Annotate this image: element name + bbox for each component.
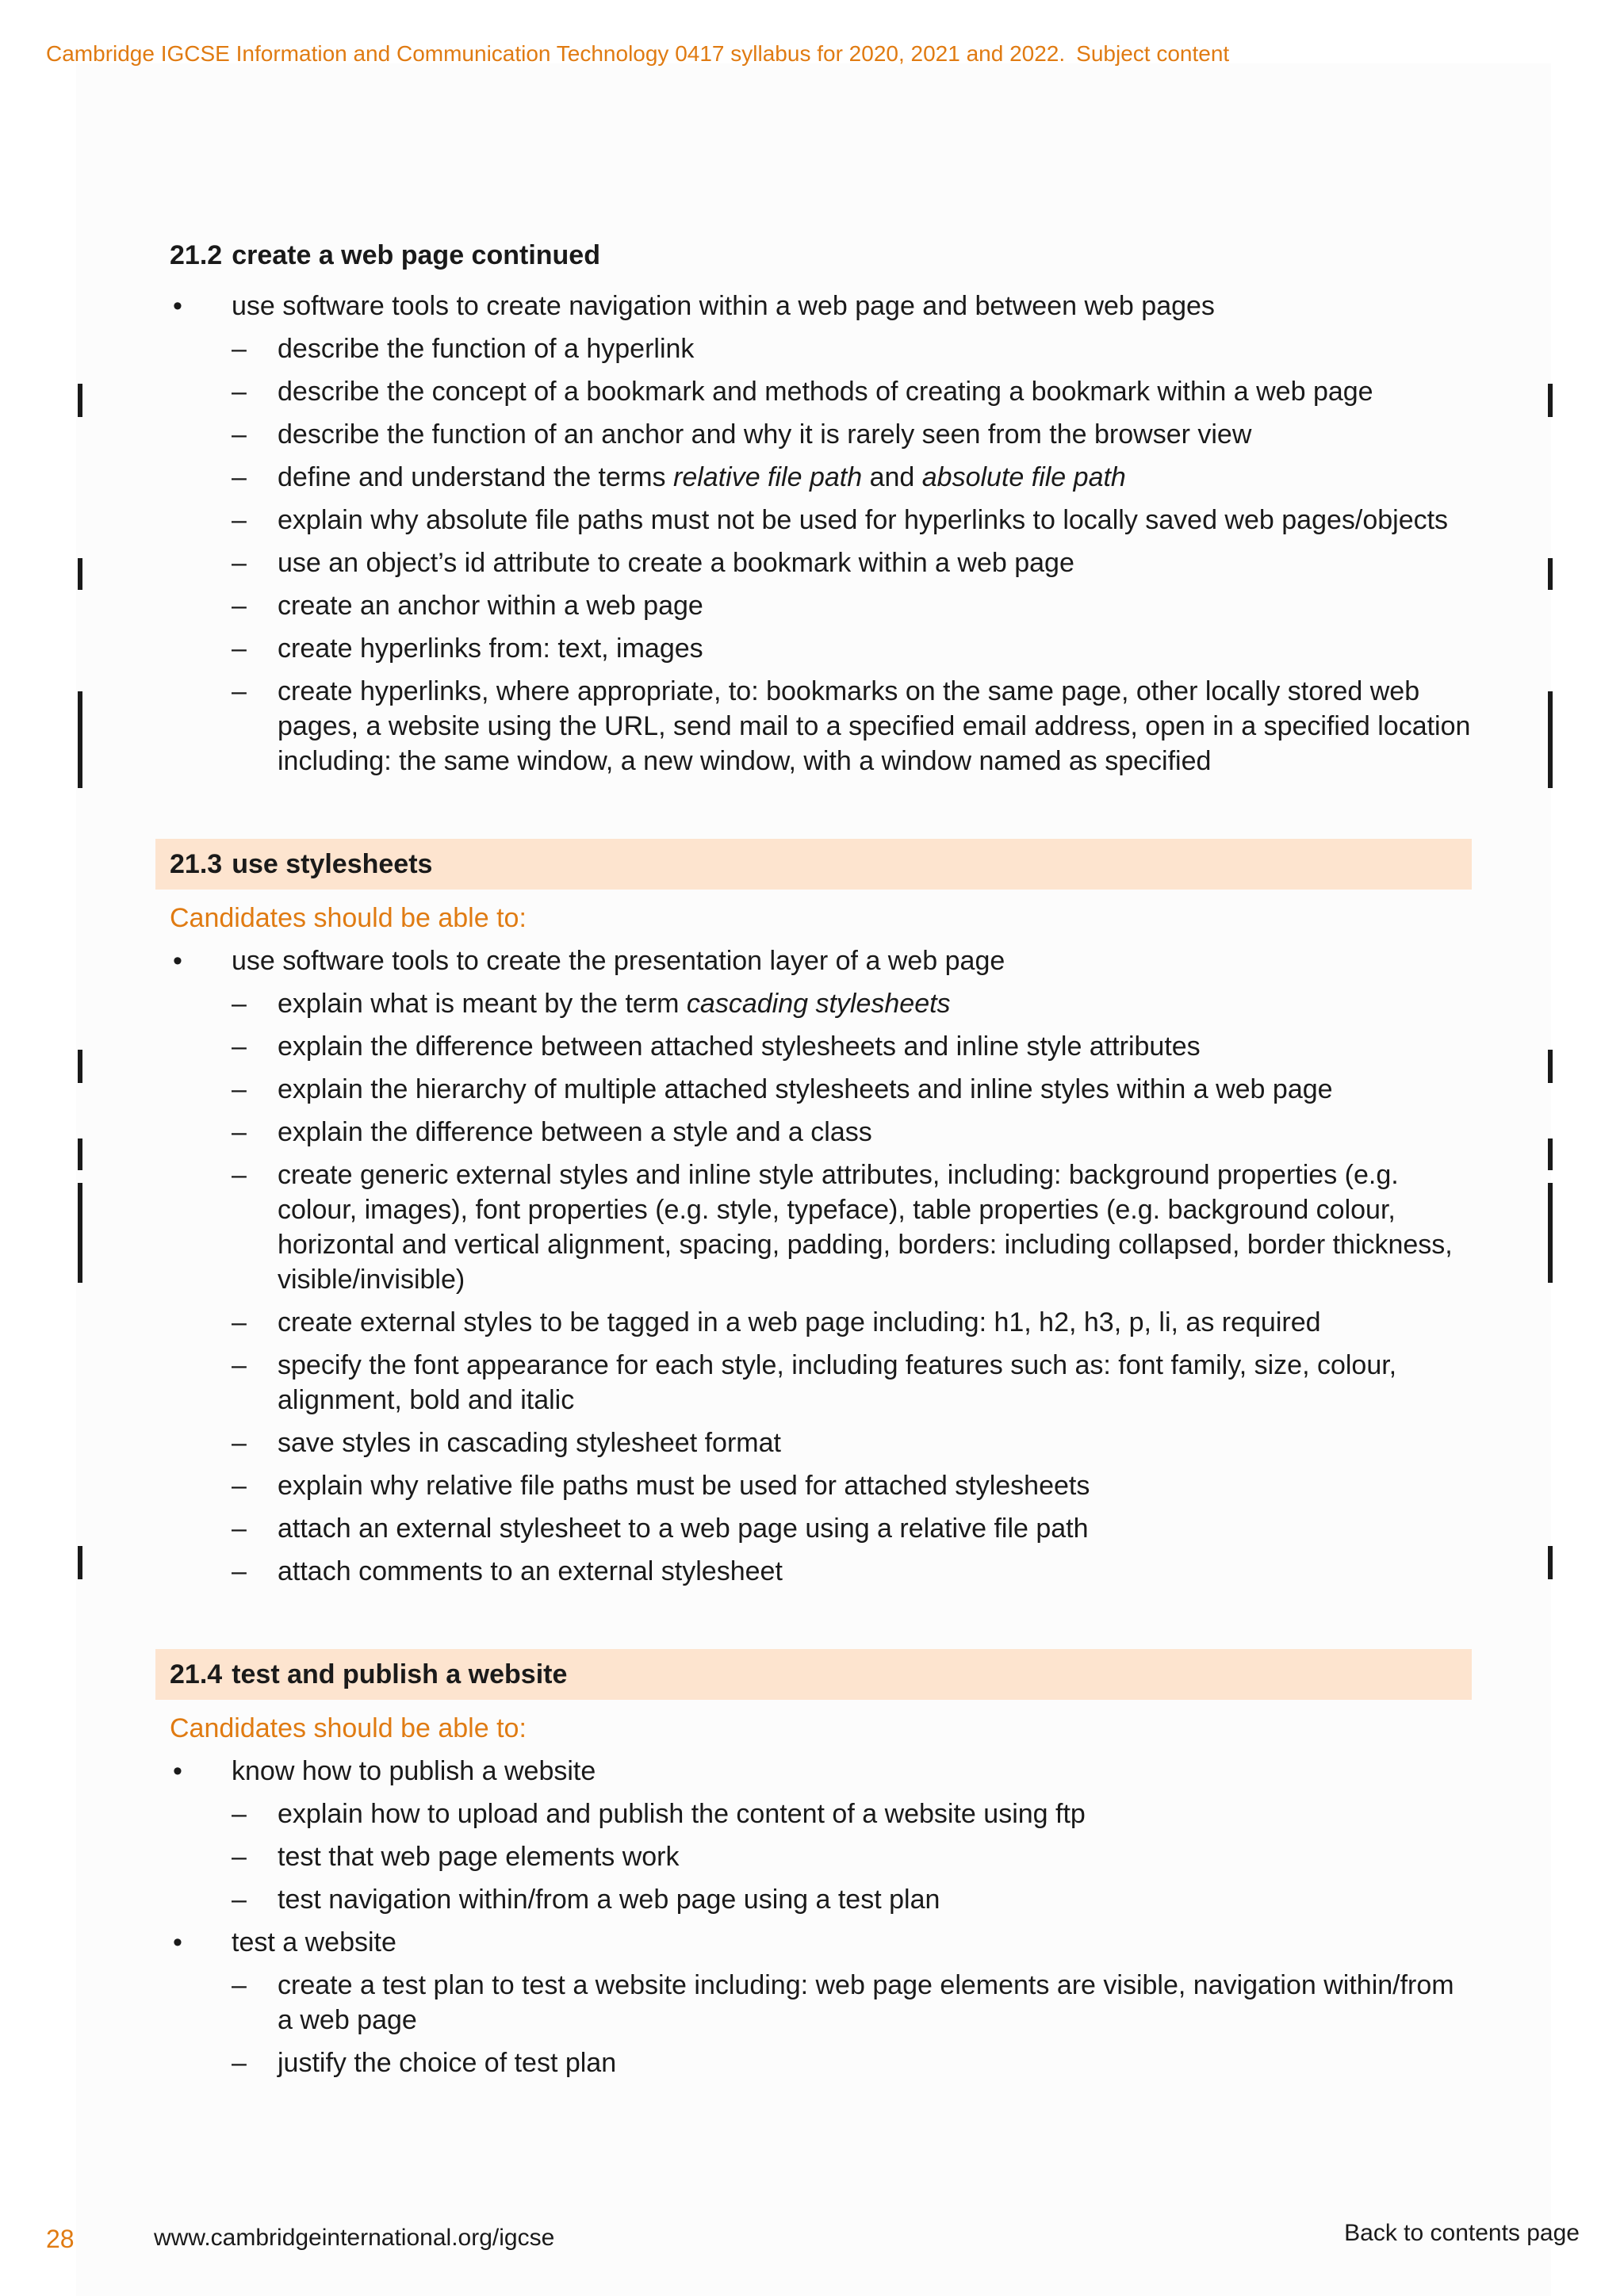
sub-item-text: use an object’s id attribute to create a bookmark within a web page [278,548,1074,578]
sub-item-text: create external styles to be tagged in a web page including: h1, h2, h3, p, li, as required [278,1307,1321,1337]
sub-item-text: describe the function of a hyperlink [278,334,695,364]
bullet-item [155,1925,1472,2080]
candidates-intro: Candidates should be able to: [170,1713,527,1743]
sub-item-text: describe the concept of a bookmark and methods of creating a bookmark within a web page [278,377,1373,407]
bullet-list [155,943,1472,1589]
change-bar [78,384,82,417]
dash-mark: – [232,1117,247,1147]
sub-item-text: save styles in cascading stylesheet format [278,1428,781,1458]
section-number: 21.2 [170,240,223,270]
bullet-mark: • [173,1927,182,1957]
sub-item-list [232,986,1472,1589]
bullet-text: use software tools to create the presentation layer of a web page [232,946,1005,976]
bullet-item [155,289,1472,779]
change-bar [1548,384,1553,417]
dash-mark: – [232,1307,247,1337]
change-bar [78,1546,82,1579]
dash-mark: – [232,1428,247,1458]
section-heading [155,230,1472,281]
sub-item [232,1839,1472,1874]
sub-item [232,1305,1472,1340]
sub-item [232,1029,1472,1064]
section-number: 21.4 [170,1659,223,1689]
sub-item [232,1468,1472,1503]
section-title: test and publish a website [232,1659,568,1689]
dash-mark: – [232,676,247,706]
sub-item-text: create an anchor within a web page [278,591,703,621]
bullet-mark: • [173,1756,182,1786]
sub-item-list [232,1797,1472,1917]
sub-item [232,1348,1472,1418]
sub-item [232,1511,1472,1546]
dash-mark: – [232,989,247,1019]
candidates-intro: Candidates should be able to: [170,903,527,933]
dash-mark: – [232,1031,247,1062]
change-bar [1548,691,1553,788]
change-bar [78,558,82,590]
change-bar [78,1050,82,1083]
sub-item [232,588,1472,623]
header-title: Cambridge IGCSE Information and Communication Technology 0417 syllabus for 2020, 2021 and 2022. [46,41,1066,66]
dash-mark: – [232,419,247,450]
sub-item-text: attach an external stylesheet to a web page using a relative file path [278,1513,1089,1544]
sub-item-text: explain what is meant by the term cascading stylesheets [278,989,951,1019]
dash-mark: – [232,1970,247,2000]
sub-item-text: specify the font appearance for each style, including features such as: font family, size, colour, alignment, bold and italic [278,1350,1397,1415]
sub-item [232,374,1472,409]
section-title: use stylesheets [232,849,433,879]
bullet-mark: • [173,291,182,321]
dash-mark: – [232,1074,247,1104]
sub-item [232,1554,1472,1589]
sub-item-text: describe the function of an anchor and why it is rarely seen from the browser view [278,419,1252,450]
sub-item [232,1425,1472,1460]
change-bar [1548,1050,1553,1083]
dash-mark: – [232,2048,247,2078]
dash-mark: – [232,548,247,578]
dash-mark: – [232,377,247,407]
sub-item-text: define and understand the terms relative file path and absolute file path [278,462,1126,492]
sub-item [232,986,1472,1021]
running-header [46,41,1229,67]
change-bar [1548,1546,1553,1579]
dash-mark: – [232,591,247,621]
sub-item [232,1882,1472,1917]
sub-item-text: explain how to upload and publish the content of a website using ftp [278,1799,1086,1829]
sub-item-text: justify the choice of test plan [278,2048,617,2078]
bullet-list [155,1754,1472,2080]
change-bar [78,1183,82,1283]
sub-item-text: test that web page elements work [278,1842,680,1872]
syllabus-content [155,230,1472,2080]
sub-item [232,545,1472,580]
dash-mark: – [232,462,247,492]
sub-item-text: explain why relative file paths must be used for attached stylesheets [278,1471,1090,1501]
sub-item-text: explain the difference between a style and a class [278,1117,872,1147]
sub-item-text: test navigation within/from a web page using a test plan [278,1885,940,1915]
bullet-item [155,943,1472,1589]
sub-item [232,1115,1472,1150]
section-heading [155,1649,1472,1700]
sub-item [232,1968,1472,2038]
sub-item-text: create generic external styles and inline style attributes, including: background properties (e.g. colour, images), font properties (e.g. style, typeface), table properties (e.g. background colour, horizontal and vertical alignment, spacing, padding, borders: including collapsed, border thickness, visible/invisible) [278,1160,1453,1295]
sub-item [232,460,1472,495]
bullet-mark: • [173,946,182,976]
sub-item-text: explain the hierarchy of multiple attached stylesheets and inline styles within a web page [278,1074,1333,1104]
page-number: 28 [46,2225,75,2253]
header-subtitle: Subject content [1076,41,1230,66]
dash-mark: – [232,1513,247,1544]
sub-item-list [232,1968,1472,2080]
change-bar [1548,1138,1553,1170]
sub-item [232,331,1472,366]
website-link[interactable]: www.cambridgeinternational.org/igcse [154,2225,555,2251]
bullet-list [155,289,1472,779]
sub-item [232,417,1472,452]
dash-mark: – [232,1350,247,1380]
bullet-item [155,1754,1472,1917]
sub-item [232,503,1472,538]
dash-mark: – [232,505,247,535]
sub-item-text: create a test plan to test a website including: web page elements are visible, navigation within/from a web page [278,1970,1454,2035]
dash-mark: – [232,1556,247,1586]
back-to-contents-link[interactable]: Back to contents page [1344,2220,1580,2246]
section-gap [155,1589,1472,1649]
section-title: create a web page continued [232,240,600,270]
change-bar [78,1138,82,1170]
sub-item [232,2045,1472,2080]
sub-item-text: explain the difference between attached stylesheets and inline style attributes [278,1031,1201,1062]
sub-item [232,1797,1472,1831]
section-heading [155,839,1472,890]
sub-item-text: create hyperlinks from: text, images [278,633,703,664]
sub-item [232,1158,1472,1297]
change-bar [1548,558,1553,590]
dash-mark: – [232,1471,247,1501]
change-bar [1548,1183,1553,1283]
sub-item [232,1072,1472,1107]
sub-item-text: create hyperlinks, where appropriate, to: bookmarks on the same page, other locally stored web pages, a website using the URL, send mail to a specified email address, open in a specified location including: the same window, a new window, with a window named as specified [278,676,1471,776]
bullet-text: use software tools to create navigation within a web page and between web pages [232,291,1215,321]
bullet-text: know how to publish a website [232,1756,596,1786]
sub-item-text: attach comments to an external stylesheet [278,1556,783,1586]
sub-item [232,631,1472,666]
sub-item-text: explain why absolute file paths must not be used for hyperlinks to locally saved web pages/objects [278,505,1449,535]
dash-mark: – [232,1160,247,1190]
change-bar [78,691,82,788]
section-gap [155,779,1472,839]
sub-item [232,674,1472,779]
bullet-text: test a website [232,1927,396,1957]
sub-item-list [232,331,1472,779]
dash-mark: – [232,1799,247,1829]
dash-mark: – [232,1885,247,1915]
dash-mark: – [232,1842,247,1872]
dash-mark: – [232,633,247,664]
section-number: 21.3 [170,849,223,879]
dash-mark: – [232,334,247,364]
